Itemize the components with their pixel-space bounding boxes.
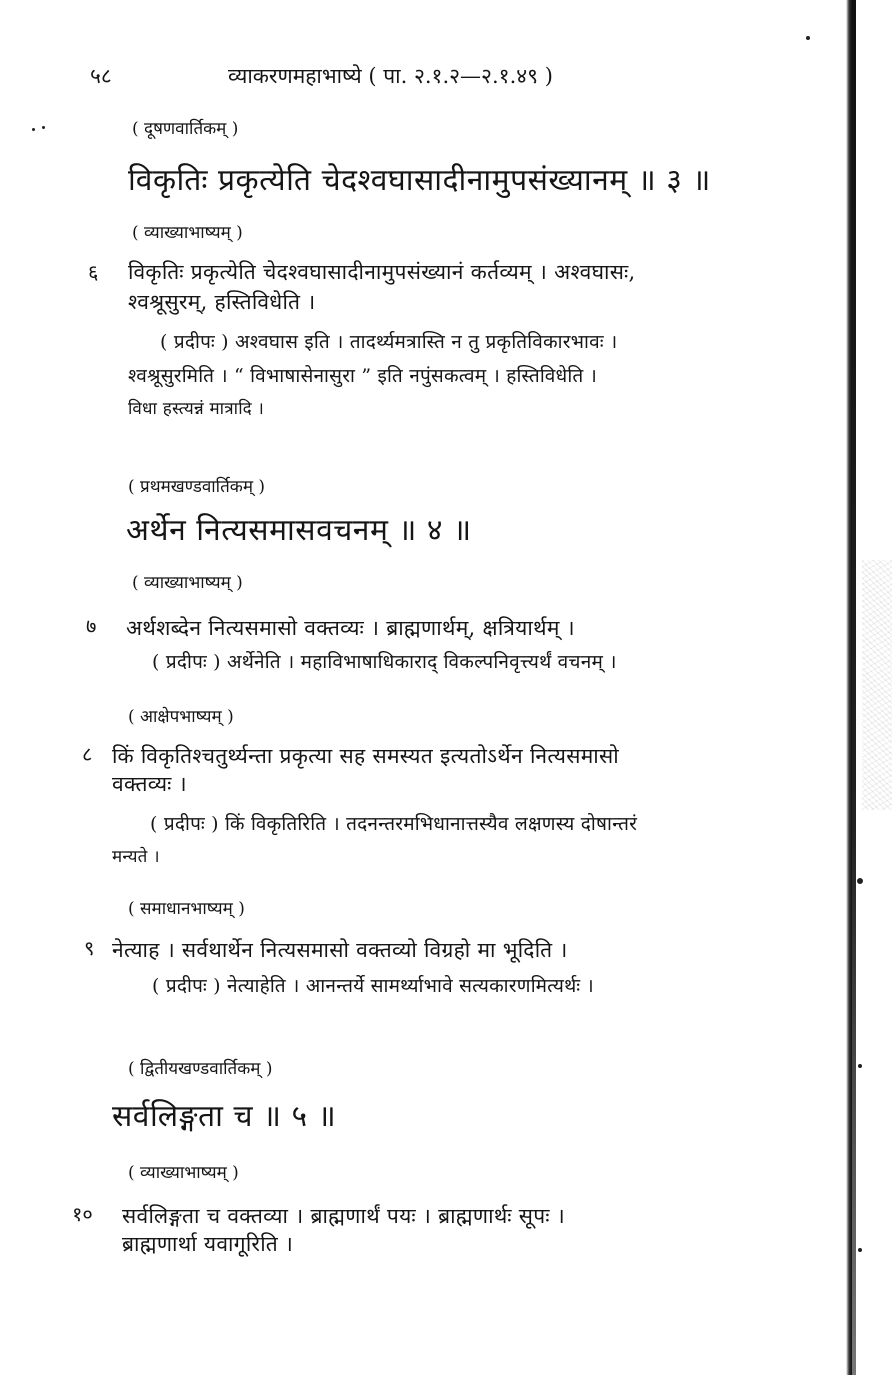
scan-speck xyxy=(806,36,810,40)
page-number: ५८ xyxy=(90,64,112,88)
section-label-akshepa-bhashya: ( आक्षेपभाष्यम् ) xyxy=(128,707,234,727)
line-number-8: ८ xyxy=(82,742,93,766)
section-label-samadhana-bhashya: ( समाधानभाष्यम् ) xyxy=(128,899,245,919)
bhashya-line: ब्राह्मणार्था यवागूरिति । xyxy=(122,1232,294,1256)
line-number-10: १० xyxy=(72,1202,93,1226)
scan-speck xyxy=(858,1064,862,1068)
section-label-vyakhya-bhashya: ( व्याख्याभाष्यम् ) xyxy=(132,573,243,593)
scan-speck xyxy=(32,128,35,131)
pradipa-gloss-line: विधा हस्त्यन्नं मात्रादि । xyxy=(128,399,265,419)
line-number-7: ७ xyxy=(86,614,97,638)
bhashya-line: वक्तव्यः । xyxy=(112,772,187,796)
scan-speck xyxy=(42,126,45,129)
pradipa-gloss-line: ( प्रदीपः ) नेत्याहेति । आनन्तर्ये सामर्थ्याभावे सत्यकारणमित्यर्थः । xyxy=(152,975,594,997)
section-label-vyakhya-bhashya: ( व्याख्याभाष्यम् ) xyxy=(132,223,243,243)
vartika-5: सर्वलिङ्गता च ॥ ५ ॥ xyxy=(112,1099,337,1134)
vartika-3: विकृतिः प्रकृत्येति चेदश्वघासादीनामुपसंख्यानम् ॥ ३ ॥ xyxy=(128,163,711,198)
scan-speck xyxy=(857,878,863,884)
line-number-6: ६ xyxy=(88,260,99,284)
bhashya-line: नेत्याह । सर्वथार्थेन नित्यसमासो वक्तव्यो विग्रहो मा भूदिति । xyxy=(112,938,568,962)
section-label-prathama-khanda-vartika: ( प्रथमखण्डवार्तिकम् ) xyxy=(128,477,266,497)
line-number-9: ९ xyxy=(84,936,95,960)
bhashya-line: अर्थशब्देन नित्यसमासो वक्तव्यः । ब्राह्मणार्थम्, क्षत्रियार्थम् । xyxy=(126,616,575,640)
pradipa-gloss-line: श्वश्रूसुरमिति । “ विभाषासेनासुरा ” इति नपुंसकत्वम् । हस्तिविधेति । xyxy=(128,365,598,387)
bhashya-line: श्वश्रूसुरम्, हस्तिविधेति । xyxy=(128,290,316,314)
bhashya-line: सर्वलिङ्गता च वक्तव्या । ब्राह्मणार्थं पयः । ब्राह्मणार्थः सूपः । xyxy=(122,1204,565,1228)
pradipa-gloss-line: ( प्रदीपः ) अर्थेनेति । महाविभाषाधिकाराद् विकल्पनिवृत्त्यर्थं वचनम् । xyxy=(152,651,617,673)
section-label-vyakhya-bhashya: ( व्याख्याभाष्यम् ) xyxy=(128,1163,239,1183)
scan-noise xyxy=(862,560,892,810)
scan-speck xyxy=(858,1248,862,1252)
running-title: व्याकरणमहाभाष्ये ( पा. २.१.२—२.१.४९ ) xyxy=(228,64,553,88)
bhashya-line: किं विकृतिश्चतुर्थ्यन्ता प्रकृत्या सह समस्यत इत्यतोऽर्थेन नित्यसमासो xyxy=(112,744,619,768)
pradipa-gloss-line: मन्यते । xyxy=(112,847,160,867)
section-label-dushana-vartika: ( दूषणवार्तिकम् ) xyxy=(132,119,239,139)
pradipa-gloss-line: ( प्रदीपः ) अश्वघास इति । तादर्थ्यमत्रास्ति न तु प्रकृतिविकारभावः । xyxy=(160,331,618,353)
section-label-dvitiya-khanda-vartika: ( द्वितीयखण्डवार्तिकम् ) xyxy=(128,1059,273,1079)
pradipa-gloss-line: ( प्रदीपः ) किं विकृतिरिति । तदनन्तरमभिधानात्तस्यैव लक्षणस्य दोषान्तरं xyxy=(150,813,638,835)
bhashya-line: विकृतिः प्रकृत्येति चेदश्वघासादीनामुपसंख्यानं कर्तव्यम् । अश्वघासः, xyxy=(128,260,636,284)
book-spine-edge xyxy=(852,0,856,1375)
vartika-4: अर्थेन नित्यसमासवचनम् ॥ ४ ॥ xyxy=(126,513,472,548)
